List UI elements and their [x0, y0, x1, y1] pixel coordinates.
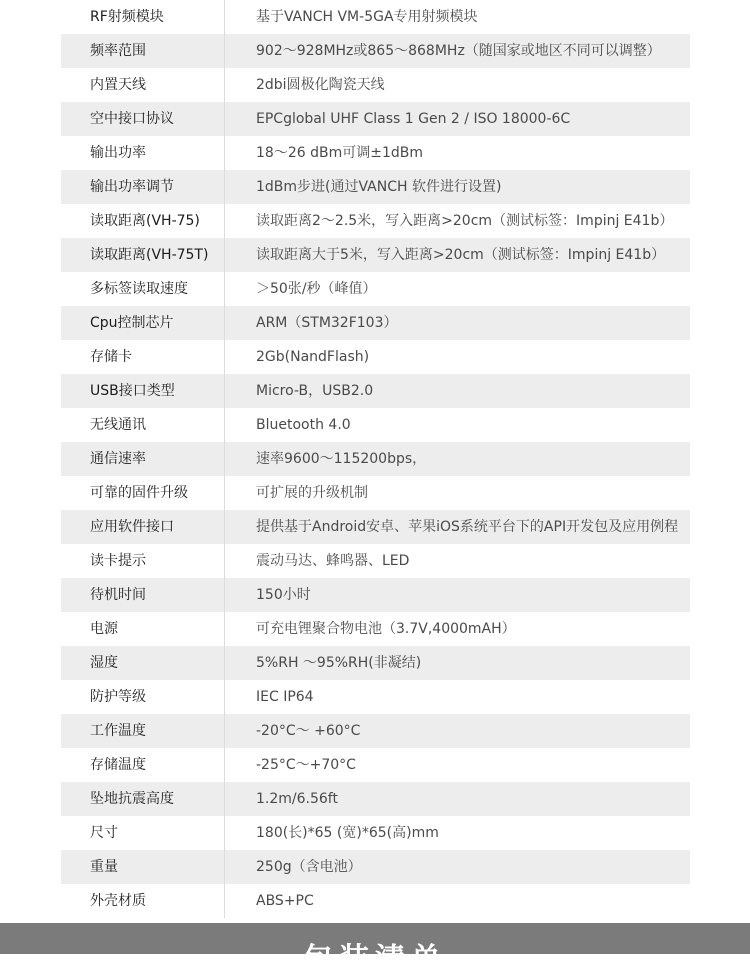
spec-row	[61, 34, 690, 68]
spec-label: 读取距离(VH-75T)	[61, 238, 225, 272]
spec-value: 可扩展的升级机制	[256, 485, 368, 501]
spec-row	[61, 408, 690, 442]
spec-value: 读取距离大于5米，写入距离>20cm（测试标签：Impinj E41b）	[256, 247, 666, 263]
spec-label: 频率范围	[61, 34, 225, 68]
spec-row	[61, 136, 690, 170]
spec-label: 存储卡	[61, 340, 225, 374]
packing-list-title: 包装清单	[303, 942, 447, 977]
spec-label: 无线通讯	[61, 408, 225, 442]
spec-value: 2dbi圆极化陶瓷天线	[256, 77, 385, 93]
spec-label: 可靠的固件升级	[61, 476, 225, 510]
spec-label: 湿度	[61, 646, 225, 680]
spec-value: 可充电锂聚合物电池（3.7V,4000mAH）	[256, 621, 516, 637]
spec-value: 18～26 dBm可调±1dBm	[256, 145, 423, 161]
spec-row	[61, 850, 690, 884]
spec-row	[61, 544, 690, 578]
spec-label: 工作温度	[61, 714, 225, 748]
spec-value: -25°C～+70°C	[256, 757, 356, 773]
spec-value: 速率9600～115200bps，	[256, 451, 427, 467]
spec-value: 1dBm步进(通过VANCH 软件进行设置)	[256, 179, 502, 195]
spec-value: 1.2m/6.56ft	[256, 791, 338, 807]
spec-row	[61, 714, 690, 748]
spec-label: 外壳材质	[61, 884, 225, 918]
spec-value: Micro-B，USB2.0	[256, 383, 374, 399]
spec-label: 内置天线	[61, 68, 225, 102]
spec-row	[61, 306, 690, 340]
spec-label: 尺寸	[61, 816, 225, 850]
spec-label: 防护等级	[61, 680, 225, 714]
spec-row	[61, 816, 690, 850]
spec-row	[61, 476, 690, 510]
spec-row	[61, 0, 690, 34]
spec-row	[61, 170, 690, 204]
spec-label: 输出功率	[61, 136, 225, 170]
spec-row	[61, 204, 690, 238]
spec-value: ARM（STM32F103）	[256, 315, 398, 331]
spec-label: 空中接口协议	[61, 102, 225, 136]
spec-label: RF射频模块	[61, 0, 225, 34]
spec-row	[61, 510, 690, 544]
spec-label: 输出功率调节	[61, 170, 225, 204]
spec-value: 250g（含电池）	[256, 859, 362, 875]
spec-label: 通信速率	[61, 442, 225, 476]
spec-row	[61, 578, 690, 612]
spec-row	[61, 646, 690, 680]
spec-value: 震动马达、蜂鸣器、LED	[256, 553, 410, 569]
spec-value: 150小时	[256, 587, 311, 603]
spec-value: Bluetooth 4.0	[256, 417, 351, 433]
spec-row	[61, 272, 690, 306]
spec-row	[61, 782, 690, 816]
spec-value: -20°C～ +60°C	[256, 723, 361, 739]
spec-label: 读卡提示	[61, 544, 225, 578]
spec-row	[61, 374, 690, 408]
spec-row	[61, 68, 690, 102]
spec-value: 180(长)*65 (宽)*65(高)mm	[256, 825, 439, 841]
spec-label: 电源	[61, 612, 225, 646]
spec-row	[61, 238, 690, 272]
spec-row	[61, 340, 690, 374]
spec-value: ＞50张/秒（峰值）	[256, 281, 377, 297]
spec-row	[61, 612, 690, 646]
spec-value: 基于VANCH VM-5GA专用射频模块	[256, 9, 478, 25]
spec-label: Cpu控制芯片	[61, 306, 225, 340]
spec-table	[61, 0, 690, 918]
spec-label: 待机时间	[61, 578, 225, 612]
spec-row	[61, 442, 690, 476]
spec-value: 提供基于Android安卓、苹果iOS系统平台下的API开发包及应用例程	[256, 519, 679, 535]
spec-value: 902～928MHz或865～868MHz（随国家或地区不同可以调整）	[256, 43, 661, 59]
spec-label: 多标签读取速度	[61, 272, 225, 306]
spec-value: EPCglobal UHF Class 1 Gen 2 / ISO 18000-6C	[256, 111, 571, 127]
spec-label: USB接口类型	[61, 374, 225, 408]
spec-value: 读取距离2～2.5米，写入距离>20cm（测试标签：Impinj E41b）	[256, 213, 674, 229]
spec-row	[61, 884, 690, 918]
packing-list-header-band	[0, 923, 750, 977]
spec-row	[61, 102, 690, 136]
spec-label: 重量	[61, 850, 225, 884]
spec-row	[61, 748, 690, 782]
spec-label: 存储温度	[61, 748, 225, 782]
spec-label: 坠地抗震高度	[61, 782, 225, 816]
spec-value: ABS+PC	[256, 893, 314, 909]
spec-row	[61, 680, 690, 714]
spec-value: IEC IP64	[256, 689, 314, 705]
spec-label: 读取距离(VH-75)	[61, 204, 225, 238]
spec-value: 2Gb(NandFlash)	[256, 349, 370, 365]
spec-label: 应用软件接口	[61, 510, 225, 544]
spec-value: 5%RH ～95%RH(非凝结)	[256, 655, 422, 671]
